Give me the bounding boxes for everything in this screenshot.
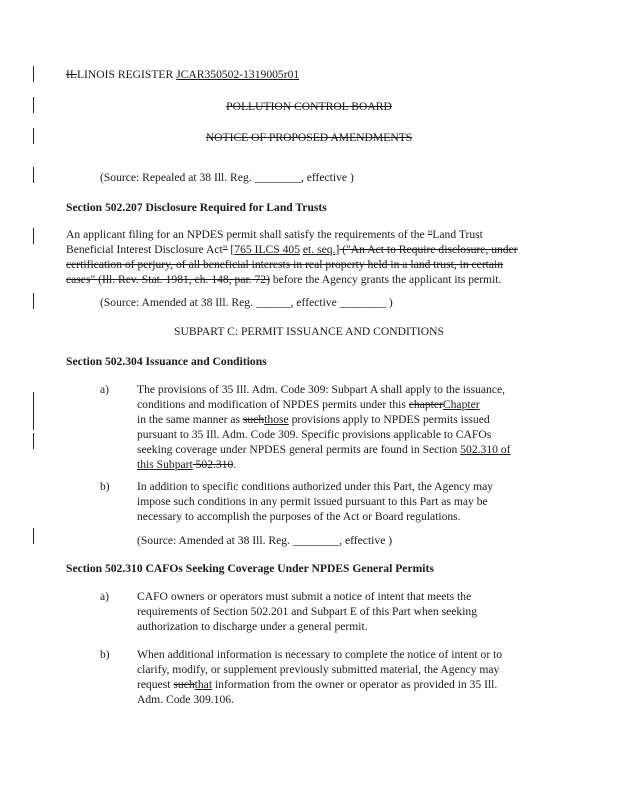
change-bar: [33, 228, 34, 244]
subpart-c-heading: SUBPART C: PERMIT ISSUANCE AND CONDITIONS: [174, 325, 444, 338]
paragraph-line: CAFO owners or operators must submit a notice of intent that meets the: [137, 590, 472, 603]
paragraph-line: certification of perjury, of all beneficial interests in real property held in a land trust, in certain: [66, 258, 504, 271]
paragraph-line: Beneficial Interest Disclosure Act" [765 ILCS 405 et. seq.] ("An Act to Require disclosure, under: [66, 243, 518, 256]
item-label: a): [100, 383, 110, 396]
change-bar: [33, 392, 34, 430]
section-502-304-heading: Section 502.304 Issuance and Conditions: [66, 355, 267, 368]
paragraph-line: request suchthat information from the owner or operator as provided in 35 Ill.: [137, 678, 498, 691]
paragraph-line: conditions and modification of NPDES permits under this chapterChapter: [137, 398, 480, 411]
register-header: ILLINOIS REGISTER JCAR350502-1319005r01: [66, 68, 300, 81]
paragraph-line: clarify, modify, or supplement previously submitted material, the Agency may: [137, 663, 500, 676]
paragraph-line: When additional information is necessary to complete the notice of intent or to: [137, 648, 503, 661]
paragraph-line: seeking coverage under NPDES general permits are found in Section 502.310 of: [137, 443, 511, 456]
paragraph-line: in the same manner as suchthose provisions apply to NPDES permits issued: [137, 413, 490, 426]
item-label: b): [100, 480, 110, 493]
board-name: POLLUTION CONTROL BOARD: [226, 100, 392, 113]
change-bar: [33, 293, 34, 309]
section-502-310-heading: Section 502.310 CAFOs Seeking Coverage Under NPDES General Permits: [66, 562, 434, 575]
item-label: b): [100, 648, 110, 661]
paragraph-line: An applicant filing for an NPDES permit shall satisfy the requirements of the "Land Trust: [66, 228, 483, 241]
paragraph-line: impose such conditions in any permit issued pursuant to this Part as may be: [137, 495, 488, 508]
paragraph-line: this Subpart 502.310.: [137, 458, 237, 471]
source-repealed: (Source: Repealed at 38 Ill. Reg. ________, effective ): [100, 171, 354, 184]
source-amended: (Source: Amended at 38 Ill. Reg. ______, effective ________ ): [100, 296, 393, 309]
source-amended: (Source: Amended at 38 Ill. Reg. ________, effective ): [137, 534, 393, 547]
paragraph-line: In addition to specific conditions authorized under this Part, the Agency may: [137, 480, 494, 493]
paragraph-line: necessary to accomplish the purposes of the Act or Board regulations.: [137, 510, 461, 523]
paragraph-line: Adm. Code 309.106.: [137, 693, 234, 706]
change-bar: [33, 66, 34, 82]
change-bar: [33, 433, 34, 449]
notice-title: NOTICE OF PROPOSED AMENDMENTS: [205, 131, 413, 144]
paragraph-line: requirements of Section 502.201 and Subpart E of this Part when seeking: [137, 605, 478, 618]
paragraph-line: The provisions of 35 Ill. Adm. Code 309: Subpart A shall apply to the issuance,: [137, 383, 506, 396]
change-bar: [33, 528, 34, 544]
change-bar: [33, 167, 34, 183]
paragraph-line: pursuant to 35 Ill. Adm. Code 309. Specific provisions applicable to CAFOs: [137, 428, 492, 441]
paragraph-line: authorization to discharge under a general permit.: [137, 620, 368, 633]
paragraph-line: cases" (Ill. Rev. Stat. 1981, ch. 148, par. 72) before the Agency grants the applicant its permit.: [66, 273, 502, 286]
item-label: a): [100, 590, 110, 603]
section-502-207-heading: Section 502.207 Disclosure Required for Land Trusts: [66, 201, 327, 214]
